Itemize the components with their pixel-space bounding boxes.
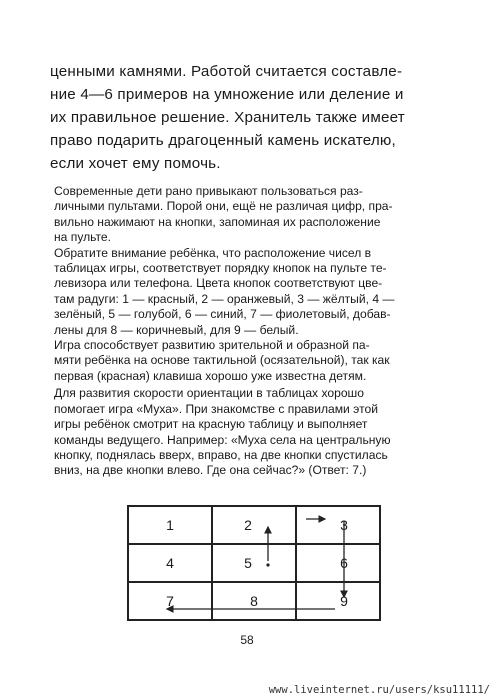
text-line: лены для 8 — коричневый, для 9 — белый. [54,322,299,337]
text-line: вильно нажимают на кнопки, запоминая их расположение [54,214,381,229]
text-line: Обратите внимание ребёнка, что расположение чисел в [54,245,372,260]
keypad-table [127,505,381,621]
grid-cell-7: 7 [128,582,212,620]
paragraph-fly-game [54,386,460,478]
grid-cell-6: 6 [296,544,380,582]
paragraph-memory [54,338,460,384]
text-line: Игра способствует развитию зрительной и образной па- [54,338,370,353]
text-line: первая (красная) клавиша хорошо уже известна детям. [54,368,367,383]
grid-cell-3: 3 [296,506,380,544]
grid-cell-1: 1 [128,506,212,544]
text-line: помогает игра «Муха». При знакомстве с правилами этой [54,401,378,416]
paragraph-rainbow-colors [54,246,460,338]
paragraph-remotes [54,184,460,246]
text-line: команды ведущего. Например: «Муха села на центральную [54,432,391,447]
watermark: www.liveinternet.ru/users/ksu11111/ [268,684,490,696]
lead-line: право подарить драгоценный камень искателю, [50,132,396,149]
grid-cell-9: 9 [296,582,380,620]
text-line: Современные дети рано привыкают пользоваться раз- [54,184,363,198]
text-line: там радуги: 1 — красный, 2 — оранжевый, 3 — жёлтый, 4 — [54,291,395,306]
text-line: зелёный, 5 — голубой, 6 — синий, 7 — фиолетовый, добав- [54,307,391,322]
commentary-text [54,184,460,479]
lead-line: их правильное решение. Хранитель также имеет [50,109,405,126]
text-line: кнопку, поднялась вверх, вправо, на две кнопки спустилась [54,447,388,462]
grid-cell-4: 4 [128,544,212,582]
text-line: мяти ребёнка на основе тактильной (осязательной), так как [54,353,390,368]
page-number: 58 [240,633,254,647]
text-line: личными пультами. Порой они, ещё не различая цифр, пра- [54,199,393,214]
text-line: Для развития скорости ориентации в таблицах хорошо [54,386,364,401]
grid-cell-5: 5 [212,544,296,582]
text-line: вниз, на две кнопки влево. Где она сейчас?» (Ответ: 7.) [54,463,367,478]
grid-row [128,582,380,620]
lead-line: если хочет ему помочь. [50,155,221,172]
lead-paragraph [50,60,460,175]
text-line: на пульте. [54,230,111,245]
lead-line: ценными камнями. Работой считается составле- [50,63,403,80]
grid-cell-8: 8 [212,582,296,620]
text-line: левизора или телефона. Цвета кнопок соответствуют цве- [54,276,383,291]
grid-row [128,506,380,544]
grid-cell-2: 2 [212,506,296,544]
grid-row [128,544,380,582]
text-line: таблицах игры, соответствует порядку кнопок на пульте те- [54,261,387,276]
text-line: игры ребёнок смотрит на красную таблицу и выполняет [54,417,368,432]
fly-game-grid [127,505,381,621]
lead-line: ние 4—6 примеров на умножение или деление и [50,86,404,103]
